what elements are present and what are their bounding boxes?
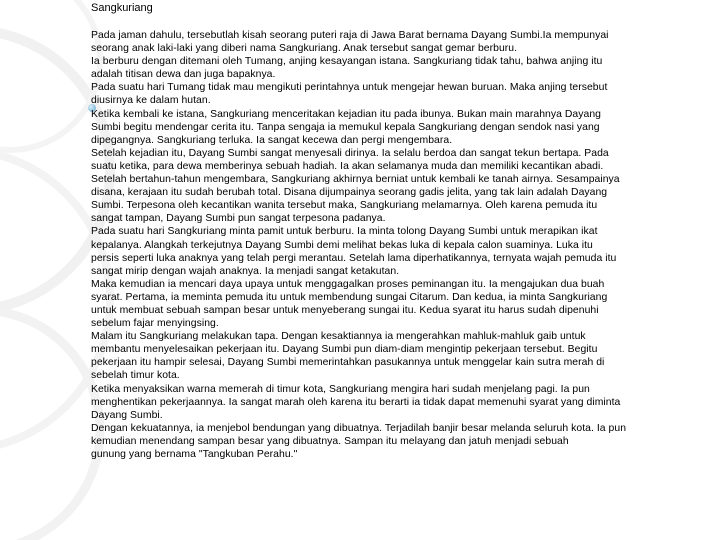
- body-line: Pada suatu hari Sangkuriang minta pamit untuk berburu. Ia minta tolong Dayang Sumbi untuk merapikan ikat: [91, 226, 598, 238]
- body-line: disana, kerajaan itu sudah berubah total. Disana dijumpainya seorang gadis jelita, yang tak lain adalah Dayang: [91, 187, 608, 199]
- body-line: sangat mirip dengan wajah anaknya. Ia menjadi sangat ketakutan.: [91, 265, 400, 277]
- body-line: Sumbi. Terpesona oleh kecantikan wanita tersebut maka, Sangkuriang melamarnya. Oleh karena pemuda itu: [91, 200, 598, 212]
- body-line: menghentikan pekerjaannya. Ia sangat marah oleh karena itu berarti ia tidak dapat memenuhi syarat yang diminta: [91, 396, 621, 408]
- body-line: sebelum fajar menyingsing.: [91, 318, 219, 330]
- body-line: adalah titisan dewa dan juga bapaknya.: [91, 69, 276, 81]
- body-line: Ketika kembali ke istana, Sangkuriang menceritakan kejadian itu pada ibunya. Bukan main marahnya Dayang: [91, 108, 601, 120]
- body-line: Setelah kejadian itu, Dayang Sumbi sangat menyesali dirinya. Ia selalu berdoa dan sangat tekun bertapa. Pada: [91, 147, 609, 159]
- body-line: Ketika menyaksikan warna memerah di timur kota, Sangkuriang mengira hari sudah menjelang pagi. Ia pun: [91, 383, 590, 395]
- body-line: dipegangnya. Sangkuriang terluka. Ia sangat kecewa dan pergi mengembara.: [91, 134, 453, 146]
- body-line: untuk membuat sebuah sampan besar untuk menyeberang sungai itu. Kedua syarat itu harus sudah dipenuhi: [91, 304, 599, 316]
- body-line: Malam itu Sangkuriang melakukan tapa. Dengan kesaktiannya ia mengerahkan mahluk-mahluk gaib untuk: [91, 331, 586, 343]
- body-line: Ia berburu dengan ditemani oleh Tumang, anjing kesayangan istana. Sangkuriang tidak tahu, bahwa anjing itu: [91, 56, 603, 68]
- body-line: kemudian menendang sampan besar yang dibuatnya. Sampan itu melayang dan jatuh menjadi sebuah: [91, 435, 569, 447]
- story-body: [91, 29, 701, 461]
- body-line: Dengan kekuatannya, ia menjebol bendungan yang dibuatnya. Terjadilah banjir besar melanda seluruh kota. Ia pun: [91, 422, 627, 434]
- body-line: diusirnya ke dalam hutan.: [91, 95, 211, 107]
- page-title: Sangkuriang: [91, 2, 153, 14]
- body-line: Pada suatu hari Tumang tidak mau mengikuti perintahnya untuk mengejar hewan buruan. Maka anjing tersebut: [91, 82, 608, 94]
- body-line: Maka kemudian ia mencari daya upaya untuk menggagalkan proses peminangan itu. Ia mengajukan dua buah: [91, 278, 605, 290]
- body-line: Pada jaman dahulu, tersebutlah kisah seorang puteri raja di Jawa Barat bernama Dayang Sumbi.Ia mempunyai: [91, 30, 609, 41]
- body-line: Setelah bertahun-tahun mengembara, Sangkuriang akhirnya berniat untuk kembali ke tanah airnya. Sesampainya: [91, 174, 620, 186]
- body-line: sebelah timur kota.: [91, 370, 180, 382]
- body-line: gunung yang bernama "Tangkuban Perahu.": [91, 449, 298, 460]
- body-line: syarat. Pertama, ia meminta pemuda itu untuk membendung sungai Citarum. Dan kedua, ia minta Sangkuriang: [91, 291, 608, 303]
- body-line: Sumbi begitu mendengar cerita itu. Tanpa sengaja ia memukul kepala Sangkuriang dengan sendok nasi yang: [91, 121, 600, 133]
- body-line: persis seperti luka anaknya yang telah pergi merantau. Setelah lama diperhatikannya, ternyata wajah pemuda itu: [91, 252, 617, 264]
- body-line: suatu ketika, para dewa memberinya sebuah hadiah. Ia akan selamanya muda dan memiliki kecantikan abadi.: [91, 160, 604, 172]
- body-line: kepalanya. Alangkah terkejutnya Dayang Sumbi demi melihat bekas luka di kepala calon suaminya. Luka itu: [91, 239, 593, 251]
- body-line: sangat tampan, Dayang Sumbi pun sangat terpesona padanya.: [91, 213, 386, 225]
- body-line: membantu menyelesaikan pekerjaan itu. Dayang Sumbi pun diam-diam mengintip pekerjaan tersebut. Begitu: [91, 344, 598, 356]
- body-line: pekerjaan itu hampir selesai, Dayang Sumbi memerintahkan pasukannya untuk menggelar kain sutra merah di: [91, 357, 605, 369]
- body-line: seorang anak laki-laki yang diberi nama Sangkuriang. Anak tersebut sangat gemar berburu.: [91, 43, 518, 55]
- body-line: Dayang Sumbi.: [91, 409, 163, 421]
